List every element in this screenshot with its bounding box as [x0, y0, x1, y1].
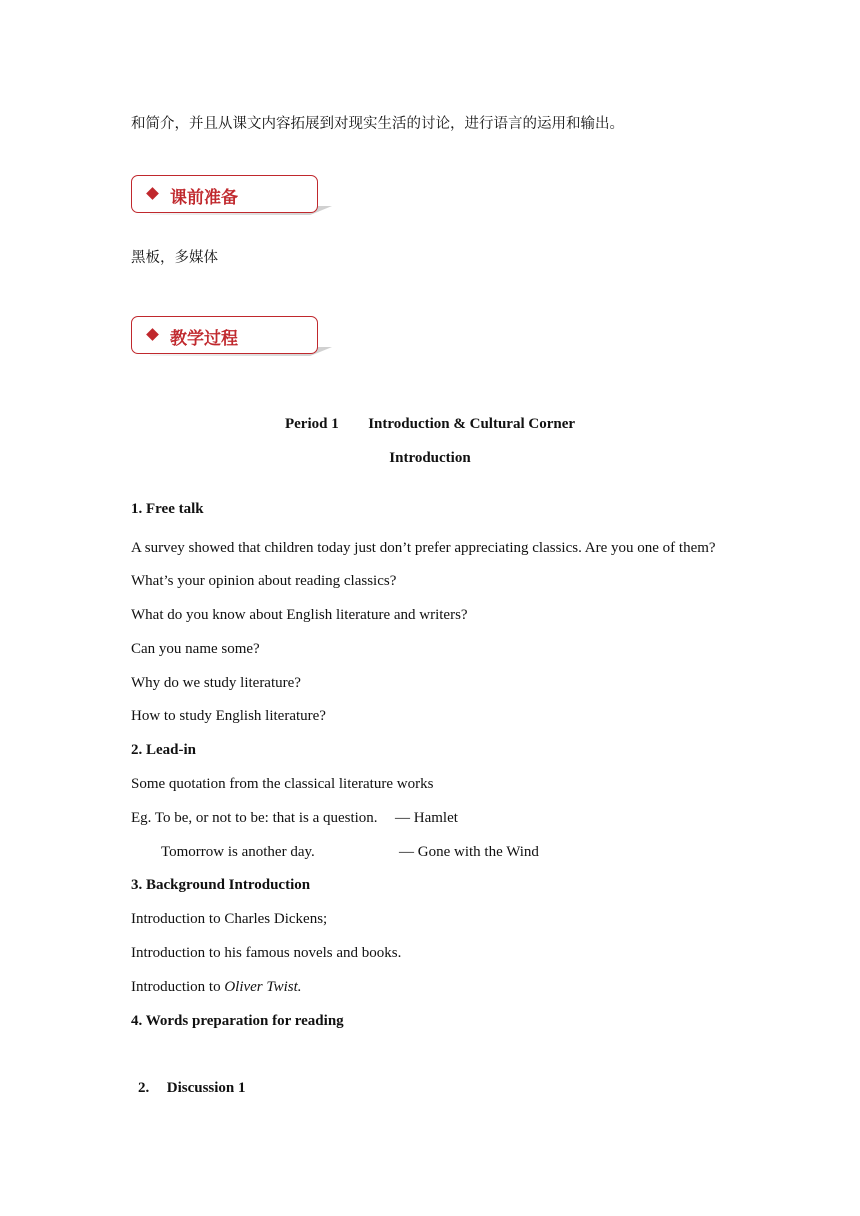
free-talk-line: A survey showed that children today just don’t prefer appreciating classics. Are you one of them? — [131, 540, 716, 556]
period-title: Introduction & Cultural Corner — [368, 416, 576, 432]
background-line: Introduction to his famous novels and books. — [131, 945, 402, 961]
quote-text: Eg. To be, or not to be: that is a question. — [131, 810, 378, 826]
background-line-prefix: Introduction to — [131, 979, 225, 995]
section-heading-prep — [131, 175, 318, 213]
period-label: Period 1 — [284, 416, 339, 432]
free-talk-line: How to study English literature? — [131, 708, 326, 724]
background-line — [131, 979, 302, 996]
free-talk-line: What’s your opinion about reading classics? — [131, 573, 397, 589]
quote-source: — Hamlet — [395, 810, 458, 826]
diamond-bullet-icon — [146, 187, 159, 200]
free-talk-line: Can you name some? — [131, 641, 260, 657]
background-line: Introduction to Charles Dickens; — [131, 911, 328, 927]
quote-text: Tomorrow is another day. — [161, 844, 315, 860]
period-heading — [0, 416, 860, 433]
free-talk-heading: 1. Free talk — [131, 501, 204, 517]
period-subtitle: Introduction — [389, 450, 471, 466]
section-title: 教学过程 — [170, 329, 238, 349]
prep-materials: 黑板，多媒体 — [131, 250, 218, 266]
free-talk-line: What do you know about English literature and writers? — [131, 607, 468, 623]
words-heading: 4. Words preparation for reading — [131, 1013, 344, 1029]
discussion-number: 2. — [138, 1080, 150, 1096]
quote-source: — Gone with the Wind — [399, 844, 539, 860]
background-heading: 3. Background Introduction — [131, 877, 311, 893]
intro-paragraph: 和简介，并且从课文内容拓展到对现实生活的讨论，进行语言的运用和输出。 — [131, 116, 624, 132]
discussion-title: Discussion 1 — [166, 1080, 246, 1096]
free-talk-line: Why do we study literature? — [131, 675, 301, 691]
diamond-bullet-icon — [146, 328, 159, 341]
discussion-heading — [138, 1080, 246, 1097]
book-title: Oliver Twist. — [224, 979, 302, 995]
lead-in-heading: 2. Lead-in — [131, 742, 197, 758]
section-heading-process — [131, 316, 318, 354]
section-title: 课前准备 — [170, 188, 238, 208]
lead-in-line: Some quotation from the classical literature works — [131, 776, 434, 792]
